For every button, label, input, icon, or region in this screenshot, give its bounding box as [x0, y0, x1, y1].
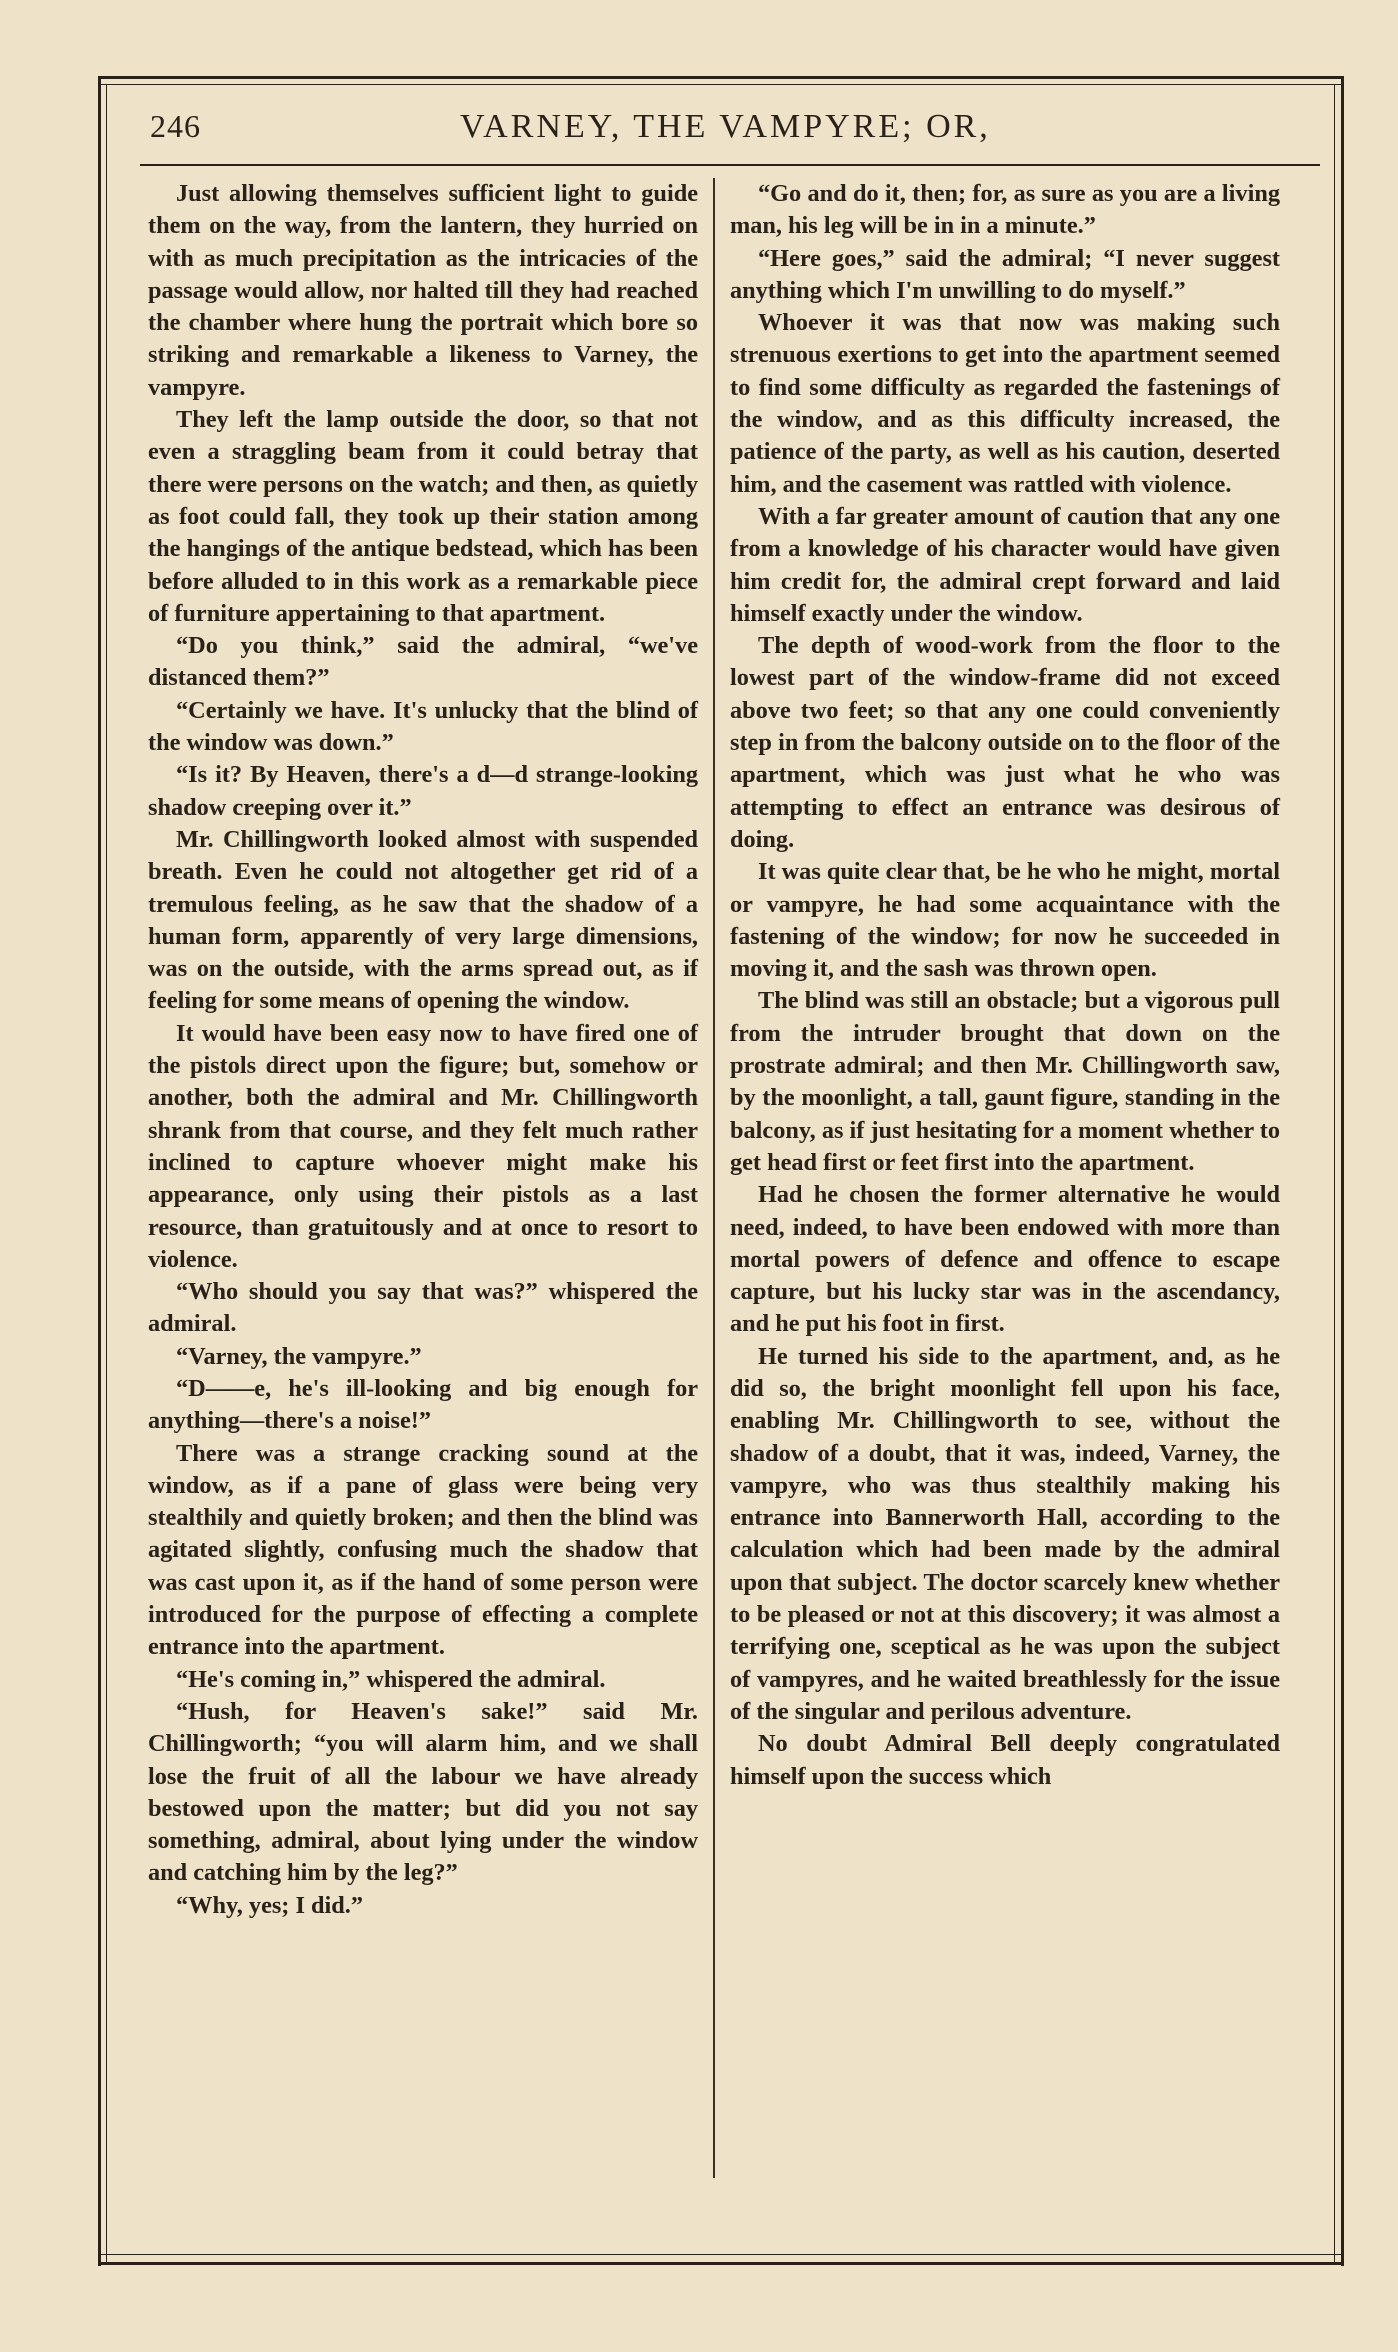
- paragraph: Whoever it was that now was making such strenuous exertions to get into the apartment seemed to find some difficulty as regarded the fastenings of the window, and as this difficulty increased, the patience of the party, as well as his caution, deserted him, and the casement was rattled with violence.: [730, 309, 1280, 498]
- left-border-rule-inner: [106, 84, 107, 2264]
- paragraph: The blind was still an obstacle; but a vigorous pull from the intruder brought that down on the prostrate admiral; and then Mr. Chillingworth saw, by the moonlight, a tall, gaunt figure, standing in the balcony, as if just hesitating for a moment whether to get head first or feet first into the apartment.: [730, 987, 1280, 1176]
- paragraph: Just allowing themselves sufficient light to guide them on the way, from the lantern, they hurried on with as much precipitation as the intricacies of the passage would allow, nor halted till they had reached the chamber where hung the portrait which bore so striking and remarkable a likeness to Varney, the vampyre.: [148, 180, 698, 401]
- paragraph: “Here goes,” said the admiral; “I never suggest anything which I'm unwilling to do myself.”: [730, 244, 1280, 304]
- top-border-rule: [98, 76, 1344, 79]
- left-border-rule: [98, 76, 101, 2266]
- paragraph: “Who should you say that was?” whispered the admiral.: [148, 1278, 698, 1338]
- paragraph: Had he chosen the former alternative he would need, indeed, to have been endowed with more than mortal powers of defence and offence to escape capture, but his lucky star was in the ascendancy, and he put his foot in first.: [730, 1181, 1280, 1338]
- paragraph: Mr. Chillingworth looked almost with suspended breath. Even he could not altogether get rid of a tremulous feeling, as he saw that the shadow of a human form, apparently of very large dimensions, was on the outside, with the arms spread out, as if feeling for some means of opening the window.: [148, 825, 698, 1015]
- paragraph: “He's coming in,” whispered the admiral.: [176, 1665, 606, 1693]
- right-border-rule-inner: [1334, 84, 1335, 2264]
- header-rule: [140, 164, 1320, 166]
- right-column: [730, 178, 1280, 1793]
- paragraph: He turned his side to the apartment, and, as he did so, the bright moonlight fell upon his face, enabling Mr. Chillingworth to see, without the shadow of a doubt, that it was, indeed, Varney, the vampyre, who was thus stealthily making his entrance into Bannerworth Hall, according to the calculation which had been made by the admiral upon that subject. The doctor scarcely knew whether to be pleased or not at this discovery; it was almost a terrifying one, sceptical as he was upon the subject of vampyres, and he waited breathlessly for the issue of the singular and perilous adventure.: [730, 1342, 1280, 1725]
- paragraph: It would have been easy now to have fired one of the pistols direct upon the figure; but, somehow or another, both the admiral and Mr. Chillingworth shrank from that course, and they felt much rather inclined to capture whoever might make his appearance, only using their pistols as a last resource, than gratuitously and at once to resort to violence.: [148, 1019, 698, 1273]
- paragraph: “Is it? By Heaven, there's a d—d strange-looking shadow creeping over it.”: [148, 761, 698, 821]
- running-head: VARNEY, THE VAMPYRE; OR,: [460, 108, 991, 145]
- paragraph: “Do you think,” said the admiral, “we've distanced them?”: [148, 632, 698, 692]
- paragraph: With a far greater amount of caution that any one from a knowledge of his character would have given him credit for, the admiral crept forward and laid himself exactly under the window.: [730, 502, 1280, 627]
- page-number: 246: [150, 108, 201, 144]
- bottom-border-rule-inner: [98, 2254, 1344, 2255]
- right-border-rule: [1341, 76, 1344, 2266]
- bottom-border-rule: [98, 2262, 1344, 2265]
- paragraph: It was quite clear that, be he who he might, mortal or vampyre, he had some acquaintance with the fastening of the window; for now he succeeded in moving it, and the sash was thrown open.: [730, 858, 1280, 983]
- paragraph: “Go and do it, then; for, as sure as you are a living man, his leg will be in in a minute.”: [730, 180, 1280, 240]
- page-header: [150, 108, 1320, 152]
- paragraph: “Varney, the vampyre.”: [176, 1342, 422, 1370]
- top-border-rule-inner: [98, 84, 1344, 85]
- paragraph: No doubt Admiral Bell deeply congratulated himself upon the success which: [730, 1730, 1280, 1790]
- paragraph: “Why, yes; I did.”: [176, 1891, 363, 1919]
- left-column: [148, 178, 698, 1922]
- paragraph: They left the lamp outside the door, so that not even a straggling beam from it could betray that there were persons on the watch; and then, as quietly as foot could fall, they took up their station among the hangings of the antique bedstead, which has been before alluded to in this work as a remarkable piece of furniture appertaining to that apartment.: [148, 406, 698, 627]
- paragraph: “Hush, for Heaven's sake!” said Mr. Chillingworth; “you will alarm him, and we shall lose the fruit of all the labour we have already bestowed upon the matter; but did you not say something, admiral, about lying under the window and catching him by the leg?”: [148, 1697, 698, 1887]
- paragraph: “D——e, he's ill-looking and big enough for anything—there's a noise!”: [148, 1374, 698, 1435]
- paragraph: There was a strange cracking sound at the window, as if a pane of glass were being very stealthily and quietly broken; and then the blind was agitated slightly, confusing much the shadow that was cast upon it, as if the hand of some person were introduced for the purpose of effecting a complete entrance into the apartment.: [148, 1439, 698, 1661]
- paragraph: The depth of wood-work from the floor to the lowest part of the window-frame did not exceed above two feet; so that any one could conveniently step in from the balcony outside on to the floor of the apartment, which was just what he who was attempting to effect an entrance was desirous of doing.: [730, 632, 1280, 853]
- paragraph: “Certainly we have. It's unlucky that the blind of the window was down.”: [148, 696, 698, 757]
- column-divider: [713, 178, 715, 2178]
